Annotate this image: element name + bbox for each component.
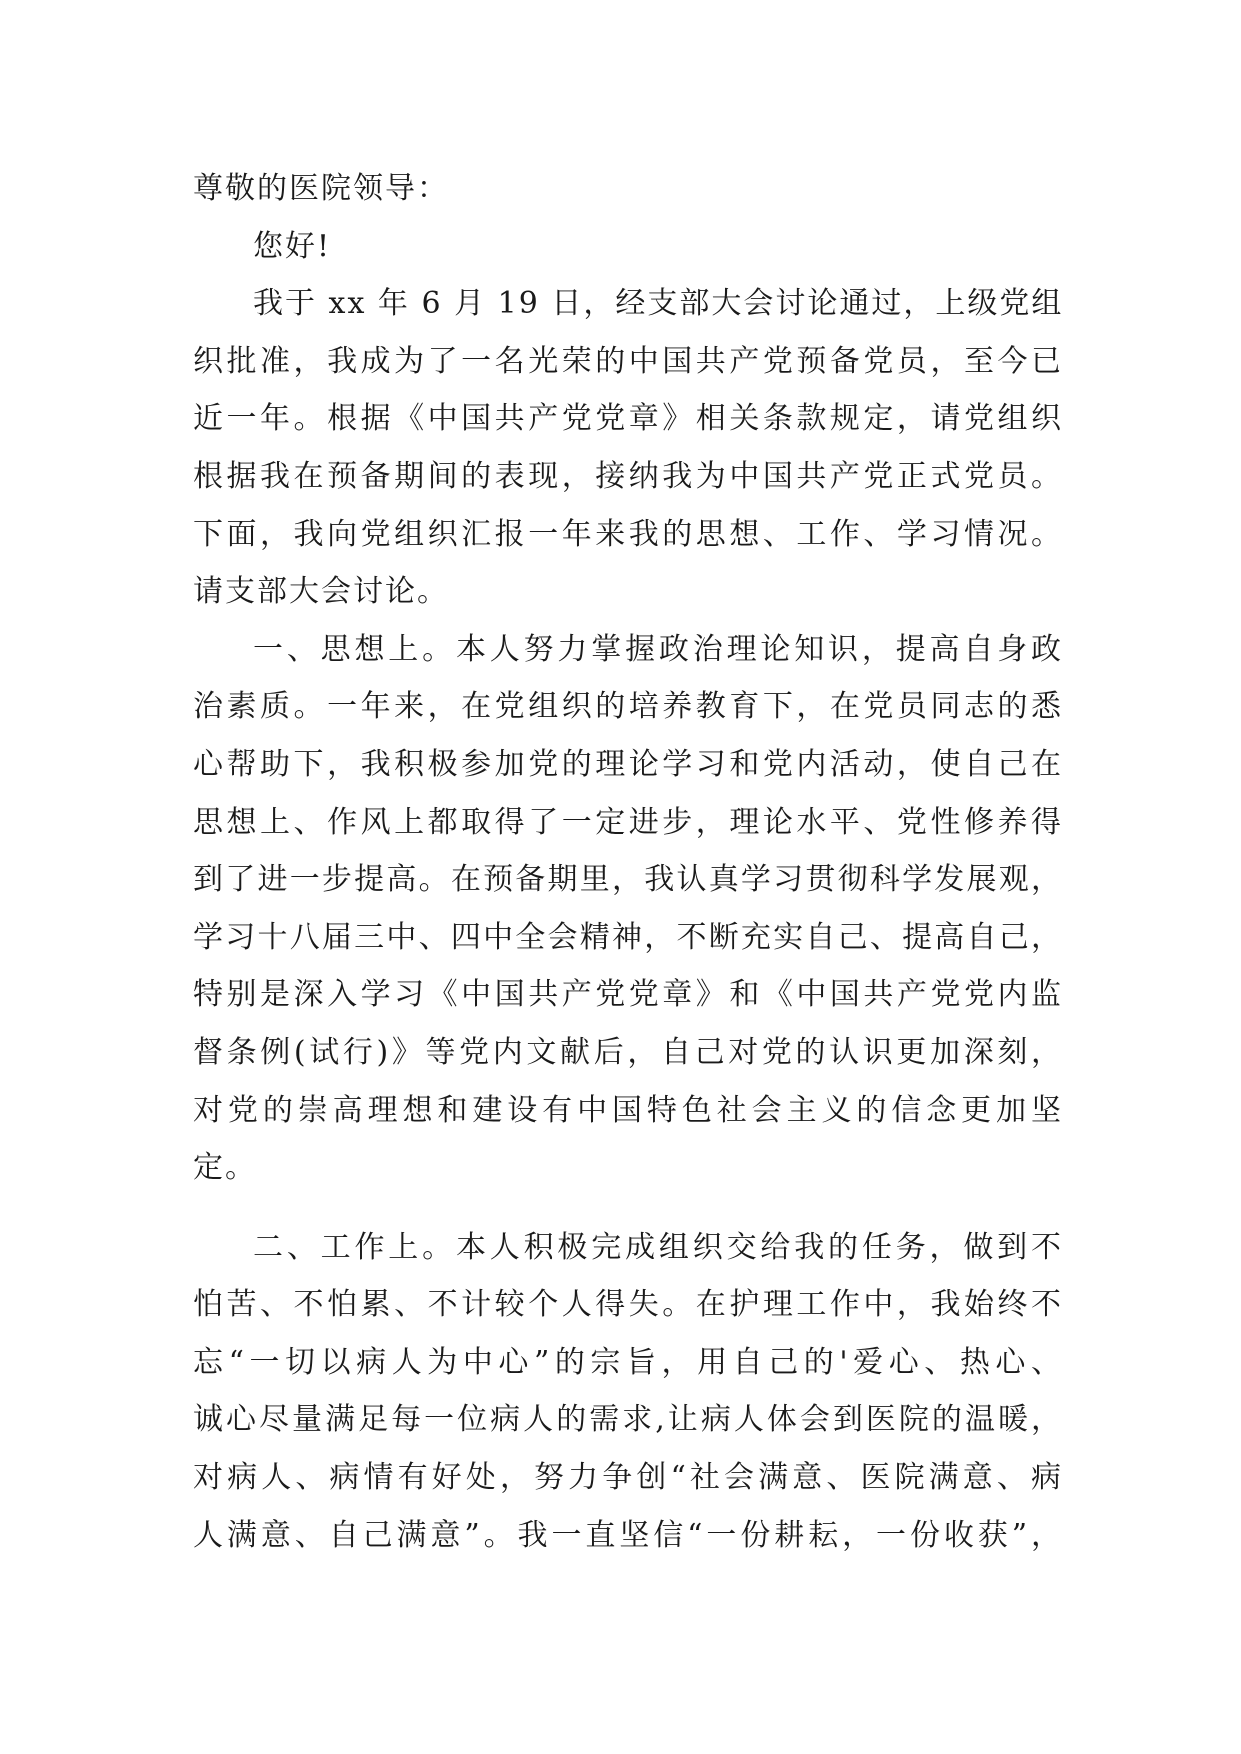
- salutation: 尊敬的医院领导：: [193, 171, 449, 206]
- paragraph-1: [193, 275, 1063, 621]
- paragraph-line: 下面，我向党组织汇报一年来我的思想、工作、学习情况。: [193, 516, 1063, 552]
- paragraph-line: 一、思想上。本人努力掌握政治理论知识，提高自身政: [253, 631, 1063, 667]
- paragraph-line: 特别是深入学习《中国共产党党章》和《中国共产党党内监: [193, 977, 1063, 1013]
- paragraph-line: 督条例(试行)》等党内文献后，自己对党的认识更加深刻，: [193, 1034, 1063, 1070]
- paragraph-line: 二、工作上。本人积极完成组织交给我的任务，做到不: [253, 1229, 1063, 1265]
- paragraph-line: 怕苦、不怕累、不计较个人得失。在护理工作中，我始终不: [193, 1287, 1063, 1323]
- paragraph-line: 近一年。根据《中国共产党党章》相关条款规定，请党组织: [193, 401, 1063, 437]
- paragraph-line: 学习十八届三中、四中全会精神，不断充实自己、提高自己，: [193, 919, 1063, 955]
- paragraph-line: 对党的崇高理想和建设有中国特色社会主义的信念更加坚: [193, 1092, 1063, 1128]
- paragraph-line: 对病人、病情有好处，努力争创“社会满意、医院满意、病: [193, 1460, 1063, 1496]
- paragraph-line: 定。: [193, 1150, 257, 1186]
- paragraph-2: [193, 621, 1063, 1197]
- paragraph-spacer: [193, 1197, 1063, 1219]
- paragraph-line: 根据我在预备期间的表现，接纳我为中国共产党正式党员。: [193, 458, 1063, 494]
- paragraph-line: 思想上、作风上都取得了一定进步，理论水平、党性修养得: [193, 804, 1063, 840]
- letter-body: [193, 160, 1063, 1564]
- paragraph-line: 忘“一切以病人为中心”的宗旨，用自己的'爱心、热心、: [193, 1344, 1063, 1380]
- paragraph-line: 心帮助下，我积极参加党的理论学习和党内活动，使自己在: [193, 746, 1063, 782]
- paragraph-line: 我于 xx 年 6 月 19 日，经支部大会讨论通过，上级党组: [253, 286, 1064, 322]
- paragraph-line: 诚心尽量满足每一位病人的需求,让病人体会到医院的温暖，: [193, 1402, 1063, 1438]
- paragraph-line: 到了进一步提高。在预备期里，我认真学习贯彻科学发展观，: [193, 862, 1063, 898]
- paragraph-line: 织批准，我成为了一名光荣的中国共产党预备党员，至今已: [193, 343, 1063, 379]
- paragraph-line: 治素质。一年来，在党组织的培养教育下，在党员同志的悉: [193, 689, 1063, 725]
- paragraph-3: [193, 1219, 1063, 1565]
- paragraph-line: 请支部大会讨论。: [193, 574, 449, 610]
- greeting: 您好!: [253, 228, 332, 264]
- paragraph-line: 人满意、自己满意”。我一直坚信“一份耕耘，一份收获”，: [193, 1517, 1063, 1553]
